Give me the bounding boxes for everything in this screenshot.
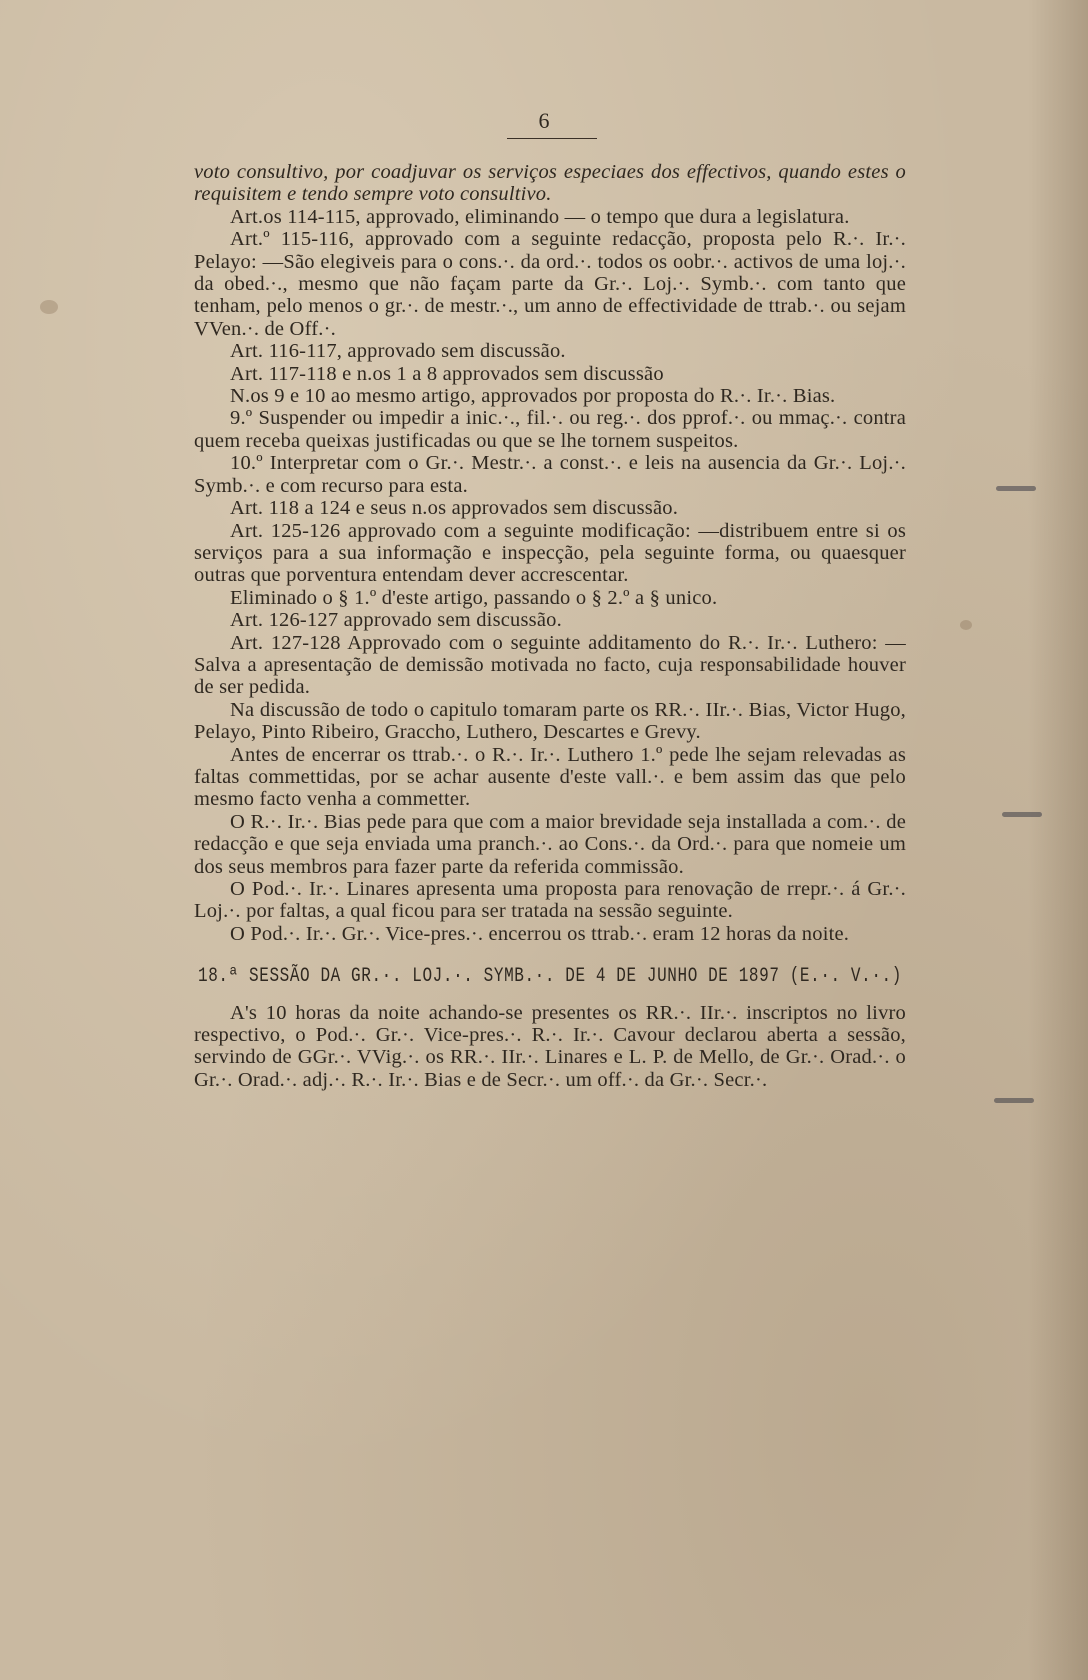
paragraph: Art. 117-118 e n.os 1 a 8 approvados sem discussão	[230, 362, 664, 385]
paragraph: O Pod.·. Ir.·. Gr.·. Vice-pres.·. encerrou os ttrab.·. eram 12 horas da noite.	[230, 922, 850, 945]
paragraph: voto consultivo, por coadjuvar os serviços especiaes dos effectivos, quando estes o requisitem e tendo sempre voto consultivo.	[194, 161, 906, 206]
paragraph: Art. 127-128 Approvado com o seguinte additamento do R.·. Ir.·. Luthero: — Salva a apresentação de demissão motivada no facto, cuja responsabilidade houver de ser pedida.	[194, 631, 906, 699]
paragraph: Art. 125-126 approvado com a seguinte modificação: —distribuem entre si os serviços para a sua informação e inspecção, pela seguinte forma, ou quaesquer outras que porventura entendam dever accrescentar.	[194, 519, 906, 587]
page-number: 6	[538, 108, 550, 133]
page-edge-shadow	[1028, 0, 1088, 1680]
margin-pencil-mark	[994, 1098, 1034, 1103]
margin-pencil-mark	[996, 486, 1036, 491]
paragraph: 9.º Suspender ou impedir a inic.·., fil.·. ou reg.·. dos pprof.·. ou mmaç.·. contra quem receba queixas justificadas ou que se lhe tornem suspeitos.	[194, 407, 906, 452]
paragraph: Art. 118 a 124 e seus n.os approvados sem discussão.	[230, 497, 679, 520]
paragraph: Antes de encerrar os ttrab.·. o R.·. Ir.·. Luthero 1.º pede lhe sejam relevadas as faltas commettidas, por se achar ausente d'este vall.·. e bem assim das que pelo mesmo facto venha a commetter.	[194, 743, 906, 811]
paragraph: 10.º Interpretar com o Gr.·. Mestr.·. a const.·. e leis na ausencia da Gr.·. Loj.·. Symb.·. e com recurso para esta.	[194, 452, 906, 497]
paper-stain	[960, 620, 972, 630]
paragraph: O Pod.·. Ir.·. Linares apresenta uma proposta para renovação de rrepr.·. á Gr.·. Loj.·. por faltas, a qual ficou para ser tratada na sessão seguinte.	[194, 878, 906, 923]
paragraph: Art.os 114-115, approvado, eliminando — o tempo que dura a legislatura.	[230, 205, 850, 228]
document-body	[194, 161, 906, 1091]
paragraph: O R.·. Ir.·. Bias pede para que com a maior brevidade seja installada a com.·. de redacção e que seja enviada uma pranch.·. ao Cons.·. da Ord.·. para que nomeie um dos seus membros para fazer parte da referida commissão.	[194, 810, 906, 878]
paper-stain	[40, 300, 58, 314]
section-heading: 18.ª SESSÃO DA GR.·. LOJ.·. SYMB.·. DE 4 DE JUNHO DE 1897 (E.·. V.·.)	[198, 964, 902, 988]
paragraph: Eliminado o § 1.º d'este artigo, passando o § 2.º a § unico.	[230, 586, 718, 609]
paragraph: Art. 116-117, approvado sem discussão.	[230, 340, 566, 363]
paragraph: A's 10 horas da noite achando-se presentes os RR.·. IIr.·. inscriptos no livro respectivo, o Pod.·. Gr.·. Vice-pres.·. R.·. Ir.·. Cavour declarou aberta a sessão, servindo de GGr.·. VVig.·. os RR.·. IIr.·. Linares e L. P. de Mello, de Gr.·. Orad.·. o Gr.·. Orad.·. adj.·. R.·. Ir.·. Bias e de Secr.·. um off.·. da Gr.·. Secr.·.	[194, 1001, 906, 1091]
paragraph: Na discussão de todo o capitulo tomaram parte os RR.·. IIr.·. Bias, Victor Hugo, Pelayo, Pinto Ribeiro, Graccho, Luthero, Descartes e Grevy.	[194, 698, 906, 744]
paragraph: Art.º 115-116, approvado com a seguinte redacção, proposta pelo R.·. Ir.·. Pelayo: —São elegiveis para o cons.·. da ord.·. todos os oobr.·. activos de uma loj.·. da obed.·., mesmo que não façam parte da Gr.·. Loj.·. Symb.·. com tanto que tenham, pelo menos o gr.·. de mestr.·., um anno de effectividade de ttrab.·. ou sejam VVen.·. de Off.·.	[194, 228, 906, 340]
paragraph: N.os 9 e 10 ao mesmo artigo, approvados por proposta do R.·. Ir.·. Bias.	[230, 385, 836, 408]
header-rule	[507, 138, 597, 139]
paragraph: Art. 126-127 approvado sem discussão.	[230, 609, 562, 632]
margin-pencil-mark	[1002, 812, 1042, 817]
